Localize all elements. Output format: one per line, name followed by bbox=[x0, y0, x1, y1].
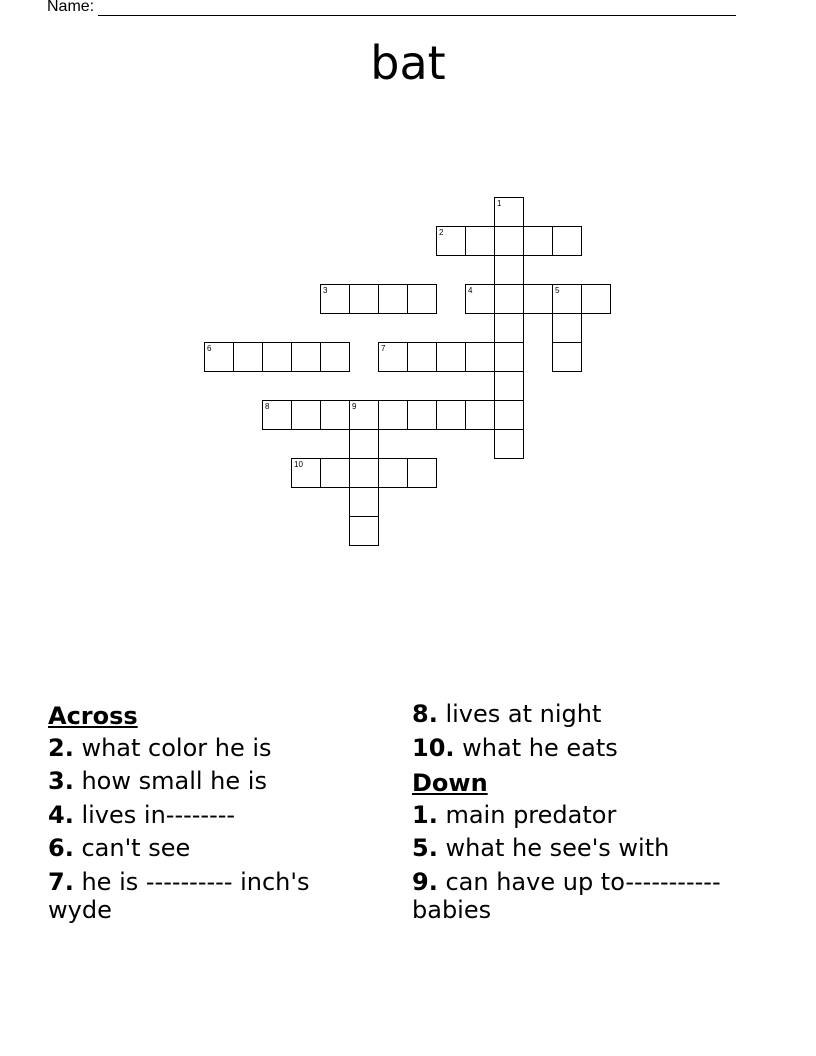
cell-number: 6 bbox=[207, 344, 212, 353]
clue-across-3 bbox=[48, 767, 378, 795]
crossword-cell[interactable] bbox=[349, 458, 379, 488]
clue-across-6 bbox=[48, 834, 378, 862]
page-title: bat bbox=[370, 36, 446, 90]
crossword-cell[interactable] bbox=[494, 197, 524, 227]
crossword-cell[interactable] bbox=[378, 284, 408, 314]
crossword-cell[interactable] bbox=[349, 487, 379, 517]
crossword-cell[interactable] bbox=[407, 284, 437, 314]
cell-number: 1 bbox=[497, 199, 502, 208]
clue-across-8 bbox=[412, 700, 772, 728]
clue-text: how small he is bbox=[81, 767, 267, 795]
crossword-cell[interactable] bbox=[581, 284, 611, 314]
crossword-cell[interactable] bbox=[494, 371, 524, 401]
clue-text: what he see's with bbox=[445, 834, 670, 862]
clue-text: can have up to-----------babies bbox=[412, 867, 721, 924]
crossword-cell[interactable] bbox=[378, 458, 408, 488]
crossword-cell[interactable] bbox=[494, 255, 524, 285]
crossword-cell[interactable] bbox=[494, 284, 524, 314]
crossword-cell[interactable] bbox=[494, 226, 524, 256]
crossword-cell[interactable] bbox=[291, 342, 321, 372]
crossword-cell[interactable] bbox=[494, 313, 524, 343]
clue-text: lives at night bbox=[445, 700, 602, 728]
crossword-cell[interactable] bbox=[494, 342, 524, 372]
clue-number: 6. bbox=[48, 834, 74, 862]
cell-number: 2 bbox=[439, 228, 444, 237]
clue-down-5 bbox=[412, 834, 772, 862]
crossword-cell[interactable] bbox=[465, 400, 495, 430]
clue-number: 10. bbox=[412, 733, 455, 762]
name-line bbox=[98, 0, 736, 16]
clue-number: 4. bbox=[48, 800, 74, 829]
crossword-cell[interactable] bbox=[291, 458, 321, 488]
crossword-cell[interactable] bbox=[204, 342, 234, 372]
clue-number: 2. bbox=[48, 733, 74, 762]
clues-right-column bbox=[412, 700, 772, 929]
crossword-cell[interactable] bbox=[523, 284, 553, 314]
crossword-cell[interactable] bbox=[465, 342, 495, 372]
clue-down-9 bbox=[412, 868, 772, 924]
crossword-cell[interactable] bbox=[436, 400, 466, 430]
down-heading: Down bbox=[412, 769, 488, 797]
clue-across-7 bbox=[48, 868, 378, 924]
clue-number: 7. bbox=[48, 867, 74, 896]
clues-left-column bbox=[48, 700, 378, 929]
cell-number: 5 bbox=[555, 286, 560, 295]
crossword-cell[interactable] bbox=[349, 284, 379, 314]
crossword-cell[interactable] bbox=[349, 400, 379, 430]
cell-number: 4 bbox=[468, 286, 473, 295]
cell-number: 10 bbox=[294, 460, 303, 469]
crossword-cell[interactable] bbox=[233, 342, 263, 372]
across-heading: Across bbox=[48, 702, 138, 730]
crossword-cell[interactable] bbox=[320, 284, 350, 314]
clue-number: 5. bbox=[412, 834, 438, 862]
crossword-cell[interactable] bbox=[494, 400, 524, 430]
crossword-cell[interactable] bbox=[291, 400, 321, 430]
cell-number: 3 bbox=[323, 286, 328, 295]
clue-text: main predator bbox=[445, 800, 617, 829]
crossword-cell[interactable] bbox=[436, 342, 466, 372]
cell-number: 9 bbox=[352, 402, 357, 411]
crossword-cell[interactable] bbox=[262, 400, 292, 430]
clue-across-4 bbox=[48, 801, 378, 829]
clue-down-1 bbox=[412, 801, 772, 829]
crossword-cell[interactable] bbox=[262, 342, 292, 372]
clue-across-10 bbox=[412, 734, 772, 762]
clue-text: can't see bbox=[81, 834, 191, 862]
cell-number: 8 bbox=[265, 402, 270, 411]
crossword-cell[interactable] bbox=[552, 313, 582, 343]
name-field bbox=[47, 0, 736, 16]
crossword-cell[interactable] bbox=[378, 342, 408, 372]
crossword-cell[interactable] bbox=[378, 400, 408, 430]
clue-number: 1. bbox=[412, 800, 438, 829]
clue-number: 3. bbox=[48, 767, 74, 795]
crossword-cell[interactable] bbox=[320, 400, 350, 430]
crossword-cell[interactable] bbox=[407, 342, 437, 372]
crossword-cell[interactable] bbox=[320, 342, 350, 372]
name-label: Name: bbox=[47, 0, 95, 15]
clue-text: lives in-------- bbox=[81, 800, 236, 829]
crossword-cell[interactable] bbox=[465, 284, 495, 314]
crossword-cell[interactable] bbox=[407, 458, 437, 488]
crossword-cell[interactable] bbox=[494, 429, 524, 459]
crossword-cell[interactable] bbox=[552, 226, 582, 256]
clue-across-2 bbox=[48, 734, 378, 762]
crossword-cell[interactable] bbox=[407, 400, 437, 430]
crossword-cell[interactable] bbox=[349, 429, 379, 459]
crossword-cell[interactable] bbox=[465, 226, 495, 256]
clue-text: he is ---------- inch's wyde bbox=[48, 867, 310, 924]
clue-number: 8. bbox=[412, 700, 438, 728]
clue-text: what he eats bbox=[462, 733, 618, 762]
crossword-cell[interactable] bbox=[349, 516, 379, 546]
crossword-cell[interactable] bbox=[552, 342, 582, 372]
clue-number: 9. bbox=[412, 867, 438, 896]
crossword-cell[interactable] bbox=[320, 458, 350, 488]
crossword-cell[interactable] bbox=[552, 284, 582, 314]
crossword-cell[interactable] bbox=[523, 226, 553, 256]
crossword-cell[interactable] bbox=[436, 226, 466, 256]
cell-number: 7 bbox=[381, 344, 386, 353]
clue-text: what color he is bbox=[81, 733, 272, 762]
